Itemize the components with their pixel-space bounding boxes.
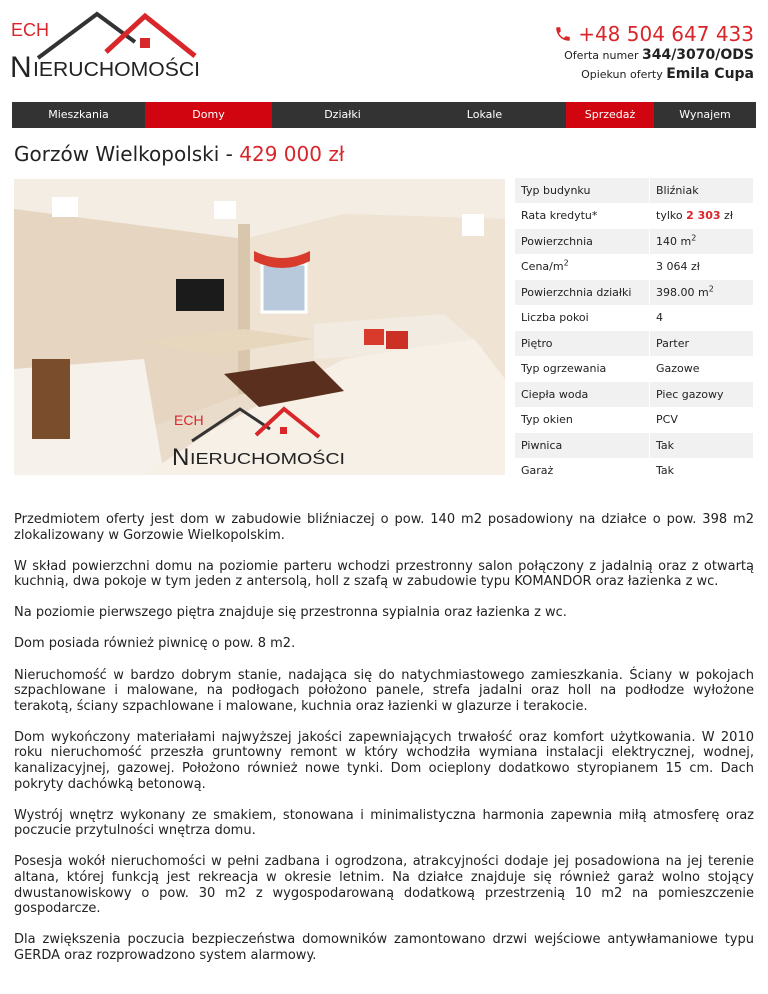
spec-value xyxy=(649,280,753,306)
spec-value: Piec gazowy xyxy=(649,382,753,408)
area-value: 140 m xyxy=(656,234,692,248)
spec-value: PCV xyxy=(649,408,753,434)
credit-amount: 2 303 xyxy=(686,209,721,223)
logo-name-text: IERUCHOMOŚCI xyxy=(33,59,191,81)
spec-value: 4 xyxy=(649,306,753,332)
credit-suffix: zł xyxy=(720,209,733,223)
description-paragraph: Na poziomie pierwszego piętra znajduje się przestronna sypialnia oraz łazienka z wc. xyxy=(14,605,567,621)
nav-item-dzialki[interactable]: Działki xyxy=(324,108,361,121)
spec-label: Powierzchnia działki xyxy=(515,280,649,306)
ppm-label: Cena/m xyxy=(521,260,564,274)
logo-ech-text: ECH xyxy=(11,20,50,40)
offer-number: 344/3070/ODS xyxy=(641,47,754,63)
watermark-name: IERUCHOMOŚCI xyxy=(190,451,317,468)
spec-value: Gazowe xyxy=(649,357,753,383)
nav-item-mieszkania[interactable]: Mieszkania xyxy=(48,108,109,121)
listing-description xyxy=(14,512,754,979)
nav-item-sprzedaz[interactable]: Sprzedaż xyxy=(566,102,654,128)
nav-item-wynajem[interactable]: Wynajem xyxy=(679,108,731,121)
spec-row xyxy=(515,306,753,332)
logo-n-text: N xyxy=(10,51,32,84)
listing-city: Gorzów Wielkopolski - xyxy=(14,142,240,166)
agent-label: Opiekun oferty xyxy=(581,68,663,81)
spec-value: 3 064 zł xyxy=(649,255,753,281)
spec-label: Typ ogrzewania xyxy=(515,357,649,383)
spec-value xyxy=(649,204,753,230)
contact-info xyxy=(554,22,754,84)
spec-value xyxy=(649,229,753,255)
spec-label: Typ okien xyxy=(515,408,649,434)
spec-label: Garaż xyxy=(515,459,649,485)
credit-prefix: tylko xyxy=(656,209,687,223)
description-paragraph: Dom wykończony materiałami najwyższej jakości zapewniających trwałość oraz komfort użytkowania. W 2010 roku nieruchomość przeszła gruntowny remont w który wchodziła wymiana instalacji elektrycznej, wodnej, kanalizacyjnej, gazowej. Położono również nowe tynki. Dom ocieplony dodatkowo styropianem 15 cm. Dach pokryty dachówką betonową. xyxy=(14,729,754,792)
description-paragraph: Dla zwiększenia poczucia bezpieczeństwa domowników zamontowano drzwi wejściowe antywłamaniowe typu GERDA oraz rozprowadzono system alarmowy. xyxy=(14,932,754,963)
spec-value: Bliźniak xyxy=(649,178,753,204)
spec-row xyxy=(515,255,753,281)
nav-item-lokale[interactable]: Lokale xyxy=(466,108,503,121)
area-sup: 2 xyxy=(691,233,697,243)
spec-row xyxy=(515,357,753,383)
spec-value: Tak xyxy=(649,433,753,459)
agent-name: Emila Cupa xyxy=(666,66,754,82)
spec-label: Powierzchnia xyxy=(515,229,649,255)
spec-row xyxy=(515,382,753,408)
page-header xyxy=(0,0,768,100)
spec-label: Rata kredytu* xyxy=(515,204,649,230)
spec-row xyxy=(515,229,753,255)
spec-label: Piętro xyxy=(515,331,649,357)
description-paragraph: Przedmiotem oferty jest dom w zabudowie bliźniaczej o pow. 140 m2 posadowiony na działce o pow. 398 m2 zlokalizowany w Gorzowie Wielkopolskim. xyxy=(14,512,754,543)
description-paragraph: W skład powierzchni domu na poziomie parteru wchodzi przestronny salon połączony z jadalnią oraz z otwartą kuchnią, dwa pokoje w tym jeden z antersolą, holl z szafą w zabudowie typu KOMANDOR oraz łazienka z wc. xyxy=(14,558,754,590)
plot-sup: 2 xyxy=(708,284,714,294)
agent-line xyxy=(554,65,754,84)
plot-value: 398.00 m xyxy=(656,285,709,299)
spec-label: Liczba pokoi xyxy=(515,306,649,332)
listing-photo[interactable] xyxy=(14,179,505,475)
property-specs-table xyxy=(515,178,753,484)
spec-row xyxy=(515,459,753,485)
phone-icon xyxy=(554,25,572,43)
spec-value: Tak xyxy=(649,459,753,485)
ppm-sup: 2 xyxy=(563,258,569,268)
spec-label: Typ budynku xyxy=(515,178,649,204)
nav-item-domy[interactable]: Domy xyxy=(145,102,272,128)
spec-label: Ciepła woda xyxy=(515,382,649,408)
company-logo[interactable] xyxy=(10,8,210,88)
listing-title xyxy=(14,140,345,168)
phone-text: +48 504 647 433 xyxy=(578,22,754,46)
spec-value: Parter xyxy=(649,331,753,357)
offer-label: Oferta numer xyxy=(564,49,639,62)
spec-label xyxy=(515,255,649,281)
spec-row xyxy=(515,280,753,306)
phone-number[interactable] xyxy=(554,22,754,46)
description-paragraph: Dom posiada również piwnicę o pow. 8 m2. xyxy=(14,636,296,652)
description-paragraph: Wystrój wnętrz wykonany ze smakiem, stonowana i minimalistyczna harmonia zapewnia miłą atmosferę oraz poczucie przytulności wnętrza domu. xyxy=(14,807,754,839)
description-paragraph: Nieruchomość w bardzo dobrym stanie, nadająca się do natychmiastowego zamieszkania. Ściany w pokojach szpachlowane i malowane, na podłogach położono panele, strefa jadalni oraz holl na podłodze wyłożone terakotą, ściany szpachlowane i malowane, kuchnia oraz łazienki w glazurze i terakocie. xyxy=(14,667,754,714)
description-paragraph: Posesja wokół nieruchomości w pełni zadbana i ogrodzona, atrakcyjności dodaje jej posadowiona na jej terenie altana, której funkcją jest rekreacja w okresie letnim. Na działce znajduje się również garaż wolno stojący dwustanowiskowy o pow. 30 m2 z wygospodarowaną dodatkową przestrzenią 10 m2 na pomieszczenie gospodarcze. xyxy=(14,854,754,917)
watermark-ech: ECH xyxy=(174,412,204,428)
offer-number-line xyxy=(554,46,754,65)
listing-price: 429 000 zł xyxy=(239,142,345,166)
spec-label: Piwnica xyxy=(515,433,649,459)
main-nav xyxy=(12,102,756,128)
spec-row xyxy=(515,331,753,357)
watermark-n: N xyxy=(172,444,190,471)
spec-row xyxy=(515,408,753,434)
spec-row xyxy=(515,178,753,204)
spec-row xyxy=(515,204,753,230)
spec-row xyxy=(515,433,753,459)
